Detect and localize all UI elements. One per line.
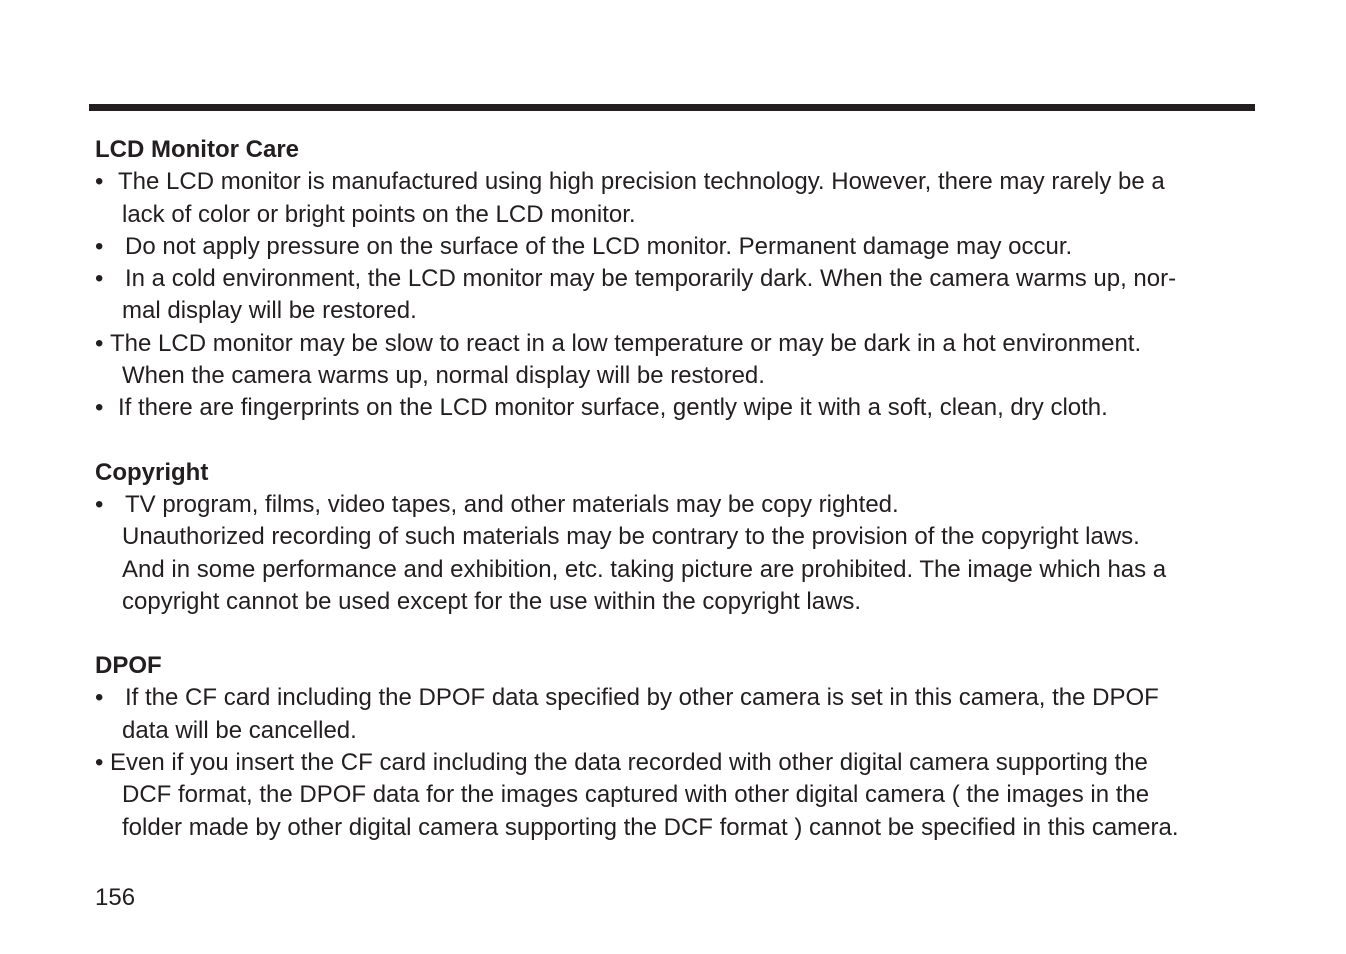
item-text-continued: And in some performance and exhibition, etc. taking picture are prohibited. The image which has a — [122, 555, 1167, 583]
item-text-continued: mal display will be restored. — [122, 297, 417, 325]
item-text: If the CF card including the DPOF data specified by other camera is set in this camera, the DPOF — [125, 684, 1159, 712]
page-number: 156 — [95, 884, 136, 911]
item-text-continued: DCF format, the DPOF data for the images captured with other digital camera ( the images in the — [122, 781, 1150, 809]
item-text-continued: Unauthorized recording of such materials may be contrary to the provision of the copyright laws. — [122, 523, 1140, 551]
section-heading: LCD Monitor Care — [95, 136, 299, 163]
item-text: The LCD monitor is manufactured using high precision technology. However, there may rarely be a — [118, 168, 1165, 196]
top-rule — [89, 104, 1255, 111]
list-item — [95, 263, 1265, 328]
bullet: • — [95, 265, 104, 293]
item-text: TV program, films, video tapes, and other materials may be copy righted. — [125, 490, 899, 518]
section-dpof — [95, 650, 1265, 844]
bullet: • — [95, 490, 104, 518]
bullet: • — [95, 232, 104, 260]
bullet: • — [95, 684, 104, 712]
list-item — [95, 231, 1265, 263]
item-text: In a cold environment, the LCD monitor may be temporarily dark. When the camera warms up, nor- — [125, 265, 1177, 293]
item-text-continued: lack of color or bright points on the LCD monitor. — [122, 200, 636, 228]
section-heading: DPOF — [95, 652, 162, 680]
list-item — [95, 392, 1265, 424]
section-lcd-monitor-care — [95, 134, 1265, 425]
item-text-continued: When the camera warms up, normal display will be restored. — [122, 362, 765, 390]
list-item — [95, 682, 1265, 747]
list-item — [95, 328, 1265, 393]
bullet: • — [95, 329, 104, 357]
list-item — [95, 166, 1265, 231]
list-item — [95, 747, 1265, 844]
item-text: Even if you insert the CF card including the data recorded with other digital camera supporting the — [110, 749, 1148, 777]
item-text-continued: folder made by other digital camera supporting the DCF format ) cannot be specified in this camera. — [122, 813, 1179, 841]
section-heading: Copyright — [95, 458, 209, 486]
section-copyright — [95, 457, 1265, 618]
item-text-continued: copyright cannot be used except for the use within the copyright laws. — [122, 587, 862, 615]
page-content — [95, 134, 1265, 844]
item-text: If there are fingerprints on the LCD monitor surface, gently wipe it with a soft, clean, dry cloth. — [118, 394, 1108, 422]
item-text: The LCD monitor may be slow to react in a low temperature or may be dark in a hot environment. — [110, 329, 1142, 357]
bullet: • — [95, 168, 104, 196]
bullet: • — [95, 394, 104, 422]
item-text-continued: data will be cancelled. — [122, 716, 357, 744]
item-text: Do not apply pressure on the surface of the LCD monitor. Permanent damage may occur. — [125, 232, 1073, 260]
bullet: • — [95, 749, 104, 777]
list-item — [95, 489, 1265, 618]
